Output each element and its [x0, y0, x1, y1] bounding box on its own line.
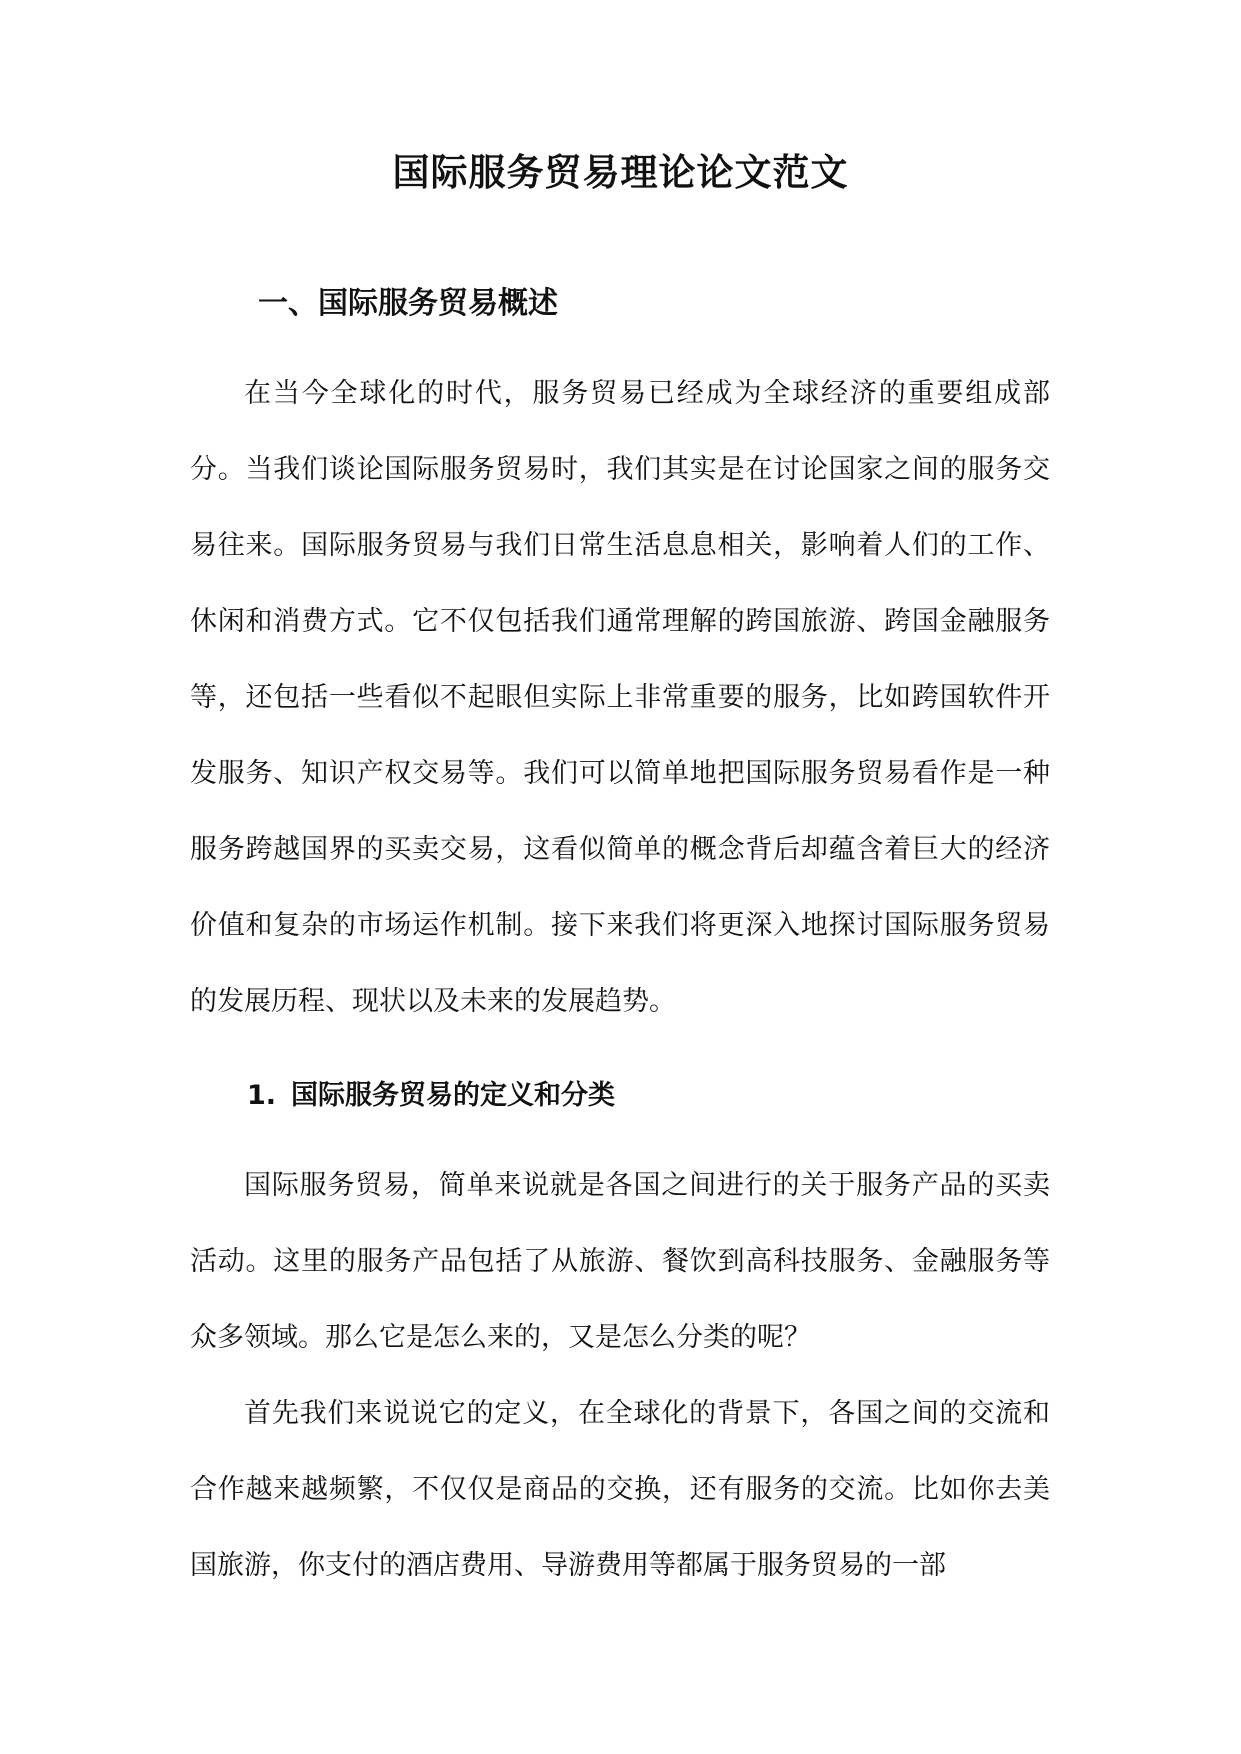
document-title: 国际服务贸易理论论文范文 — [392, 151, 849, 194]
subsection-heading — [247, 1076, 615, 1116]
body-paragraph: 首先我们来说说它的定义，在全球化的背景下，各国之间的交流和合作越来越频繁，不仅仅是商品的交换，还有服务的交流。比如你去美国旅游，你支付的酒店费用、导游费用等都属于服务贸易的一部 — [190, 1398, 1050, 1581]
subsection-title: 国际服务贸易的定义和分类 — [291, 1080, 615, 1111]
body-paragraph: 国际服务贸易，简单来说就是各国之间进行的关于服务产品的买卖活动。这里的服务产品包括了从旅游、餐饮到高科技服务、金融服务等众多领域。那么它是怎么来的，又是怎么分类的呢？ — [190, 1170, 1050, 1353]
subsection-number: 1. — [247, 1080, 277, 1111]
body-paragraph: 在当今全球化的时代，服务贸易已经成为全球经济的重要组成部分。当我们谈论国际服务贸易时，我们其实是在讨论国家之间的服务交易往来。国际服务贸易与我们日常生活息息相关，影响着人们的工作、休闲和消费方式。它不仅包括我们通常理解的跨国旅游、跨国金融服务等，还包括一些看似不起眼但实际上非常重要的服务，比如跨国软件开发服务、知识产权交易等。我们可以简单地把国际服务贸易看作是一种服务跨越国界的买卖交易，这看似简单的概念背后却蕴含着巨大的经济价值和复杂的市场运作机制。接下来我们将更深入地探讨国际服务贸易的发展历程、现状以及未来的发展趋势。 — [190, 378, 1050, 1017]
section-heading: 一、国际服务贸易概述 — [258, 286, 558, 321]
